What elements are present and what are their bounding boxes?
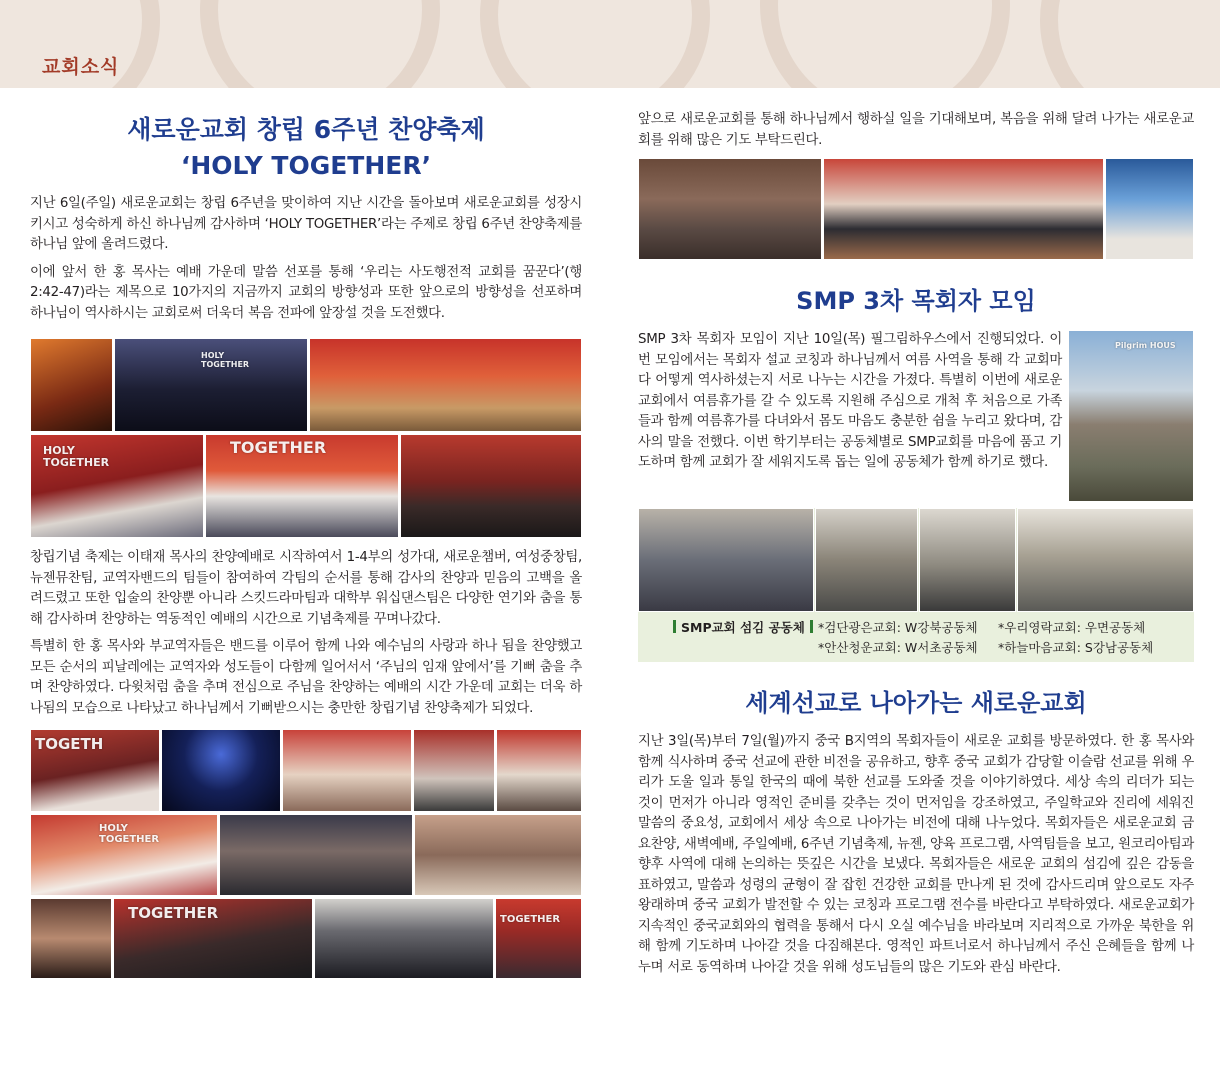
photo-finale-together <box>495 898 582 979</box>
article-paragraph: 특별히 한 홍 목사와 부교역자들은 밴드를 이루어 함께 나와 예수님의 사랑과 하나 됨을 찬양했고 모든 순서의 피날레에는 교역자와 성도들이 다함께 일어서서 ‘주님의 임재 앞에서’를 기뻐 춤을 추며 찬양하였다. 다윗처럼 춤을 추며 전심으로 주님을 찬양하는 예배의 시간 가운데 교회는 더욱 하나됨의 모습으로 나타났고 하나님께서 기뻐받으시는 충만한 창립기념 찬양축제가 되었다. <box>30 639 582 716</box>
section-label: 교회소식 <box>42 56 120 78</box>
photo-gallery-performances <box>30 729 582 979</box>
photo-pilgrim-house-group <box>1068 330 1194 502</box>
smp-community-label: SMP교회 섬김 공동체 <box>668 618 818 638</box>
article-continued-paragraph: 앞으로 새로운교회를 통해 하나님께서 행하실 일을 기대해보며, 복음을 위해 달려 나가는 새로운교회를 위해 많은 기도 부탁드린다. <box>638 112 1194 148</box>
photo-choir-stage <box>114 338 308 432</box>
photo-dance-blue-stage <box>1105 158 1194 260</box>
photo-label: TOGETHER <box>230 438 327 457</box>
article-paragraph: 지난 3일(목)부터 7일(월)까지 중국 B지역의 목회자들이 새로운 교회를 방문하였다. 한 홍 목사와 함께 식사하며 중국 선교에 관한 비전을 공유하고, 향후 중국 교회가 감당할 이슬람 선교를 위해 우리가 도울 일과 통일 한국의 때에 북한 선교를 도와줄 것을 이야기하였다. 세상 속의 리더가 되는 것이 먼저가 아니라 영적인 준비를 갖추는 것이 먼저임을 강조하였고, 주일학교와 진리에 세워진 말씀의 중요성, 교회에서 세상 속으로 나아가는 비전에 대해 나누었다. 목회자들은 새로운교회 금요찬양, 새벽예배, 주일예배, 6주년 기념축제, 뉴젠, 양육 프로그램, 사역팀들을 보고, 원코리아팀과 향후 사역에 대해 논의하는 뜻깊은 시간을 보냈다. 목회자들은 새로운 교회의 섬김에 깊은 감동을 표하였고, 말씀과 성령의 균형이 잘 잡힌 건강한 교회를 만나게 된 것에 감사드리며 앞으로도 자주 왕래하며 중국 교회가 발전할 수 있는 코칭과 프로그램 전수를 바란다고 부탁하였다. 새로운교회가 지속적인 중국교회와의 협력을 통해서 다시 오실 예수님을 바라보며 지리적으로 가까운 북한을 위해 함께 기도하며 나아갈 것을 다짐해본다. 영적인 파트너로서 하나님께서 주신 은혜들을 함께 나누며 서로 동역하며 나아갈 것을 위해 성도님들의 많은 기도와 관심 바란다. <box>638 734 1194 975</box>
photo-worship-dance-holy-together <box>30 814 218 896</box>
article-subtitle: ‘HOLY TOGETHER’ <box>180 151 432 180</box>
photo-kids-choir <box>309 338 582 432</box>
photo-gallery-band <box>638 158 1194 260</box>
smp-community-item: *안산청운교회: W서초공동체 <box>818 640 978 655</box>
photo-pastor-guitar <box>30 338 113 432</box>
photo-meeting-room <box>1017 508 1194 612</box>
photo-actor-bow <box>496 729 582 812</box>
article-title: 세계선교로 나아가는 새로운교회 <box>745 689 1087 717</box>
photo-holy-together-choir <box>30 434 204 538</box>
photo-dark-stage-lights <box>161 729 281 812</box>
article-paragraph: 지난 6일(주일) 새로운교회는 창립 6주년을 맞이하여 지난 시간을 돌아보며 새로운교회를 성장시키시고 성숙하게 하신 하나님께 감사하며 ‘HOLY TOGETHER’라는 주제로 창립 6주년 찬양축제를 하나님 앞에 올려드렸다. <box>30 196 582 252</box>
photo-pastors-sofa <box>638 508 814 612</box>
photo-label: HOLY TOGETHER <box>201 351 250 369</box>
photo-worship-closeup <box>30 898 112 979</box>
smp-community-item: *하늘마음교회: S강남공동체 <box>998 640 1154 655</box>
photo-gallery-festival <box>30 338 582 538</box>
photo-label: HOLY TOGETHER <box>99 823 160 845</box>
green-bar-icon <box>810 620 813 633</box>
photo-orchestra <box>400 434 582 538</box>
article-smp <box>638 330 1194 662</box>
photo-band-performance <box>219 814 413 896</box>
photo-label: TOGETHER <box>128 904 219 922</box>
photo-label: HOLY TOGETHER <box>43 444 110 469</box>
photo-skit-drama <box>282 729 412 812</box>
photo-label: TOGETH <box>35 735 104 753</box>
green-bar-icon <box>673 620 676 633</box>
header-band <box>0 0 1220 88</box>
photo-together-banner-choir <box>205 434 399 538</box>
photo-label: TOGETHER <box>500 914 561 925</box>
photo-sermon-coaching <box>919 508 1016 612</box>
photo-staff-band-together <box>113 898 313 979</box>
photo-congregation-dancing <box>414 814 582 896</box>
smp-community-item: *우리영락교회: 우면공동체 <box>998 620 1146 635</box>
article-title: 새로운교회 창립 6주년 찬양축제 <box>127 115 485 144</box>
photo-staff-band <box>823 158 1104 260</box>
photo-orchestra-wide <box>314 898 494 979</box>
photo-pastors-discussion <box>815 508 918 612</box>
article-anniversary <box>30 100 582 979</box>
article-paragraph: 이에 앞서 한 홍 목사는 예배 가운데 말씀 선포를 통해 ‘우리는 사도행전적 교회를 꿈꾼다’(행 2:42-47)라는 제목으로 10가지의 지금까지 교회의 방향성과 또한 앞으로의 방향성을 선포하며 하나님이 역사하시는 교회로써 더욱더 복음 전파에 앞장설 것을 도전했다. <box>30 264 582 321</box>
smp-community-box <box>638 508 1194 662</box>
photo-audience-hall <box>638 158 822 260</box>
photo-singers-duet <box>30 729 160 812</box>
article-paragraph: SMP 3차 목회자 모임이 지난 10일(목) 필그림하우스에서 진행되었다. 이번 모임에서는 목회자 설교 코칭과 하나님께서 여름 사역을 통해 각 교회마다 어떻게 역사하셨는지 서로 나누는 시간을 가졌다. 특별히 이번에 새로운교회에서 여름휴가를 갈 수 있도록 지원해 주심으로 개척 후 처음으로 가족들과 함께 여름휴가를 다녀와서 몸도 마음도 충분한 쉼을 누리고 왔다며, 감사의 말을 전했다. 이번 학기부터는 공동체별로 SMP교회를 마음에 품고 기도하며 함께 교회가 잘 세워지도록 돕는 일에 공동체가 함께 하기로 했다. <box>638 332 1062 470</box>
article-title: SMP 3차 목회자 모임 <box>796 287 1036 315</box>
smp-community-item: *검단광은교회: W강북공동체 <box>818 620 978 635</box>
photo-actor-solo <box>413 729 495 812</box>
building-sign: Pilgrim HOUS <box>1115 341 1176 350</box>
article-paragraph: 창립기념 축제는 이태재 목사의 찬양예배로 시작하여서 1-4부의 성가대, 새로운챔버, 여성중창팀, 뉴젠뮤찬팀, 교역자밴드의 팀들이 참여하여 각팀의 순서를 통해 감사의 찬양과 믿음의 고백을 올려드렸고 또한 입술의 찬양뿐 아니라 스킷드라마팀과 대학부 워십댄스팀은 다양한 연기와 춤을 통해 감사하며 찬양하는 역동적인 예배의 시간으로 기념축제를 꾸며나갔다. <box>30 550 582 627</box>
right-column <box>638 110 1194 985</box>
